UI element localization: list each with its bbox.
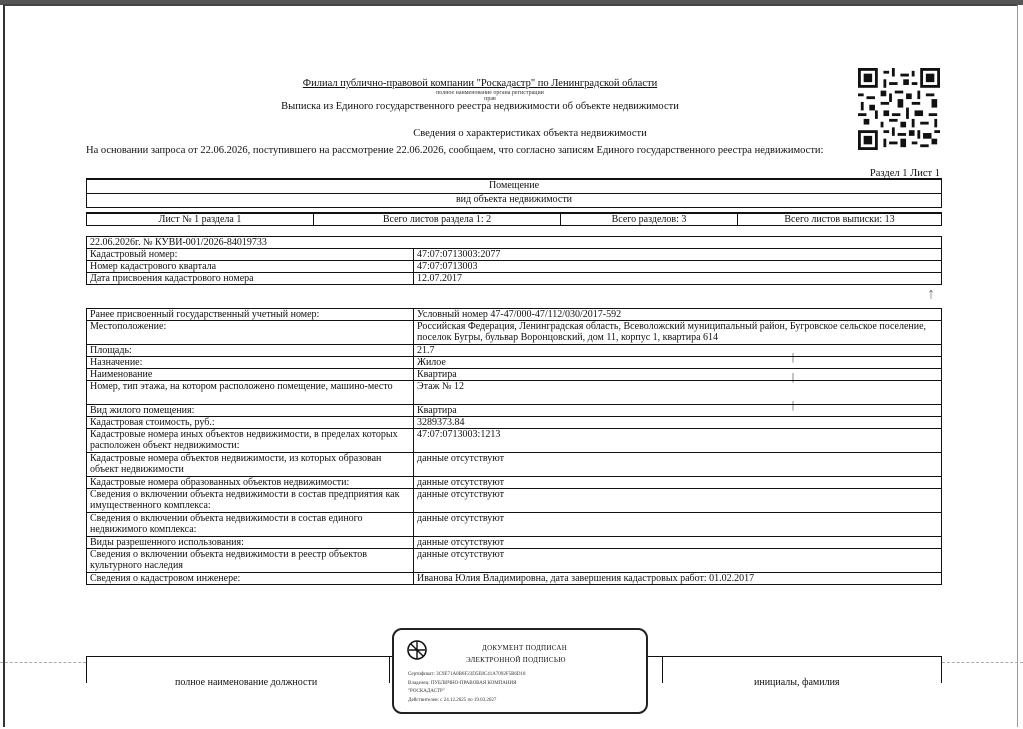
intro-text: На основании запроса от 22.06.2026, поступившего на рассмотрение 22.06.2026, сообщаем, что согласно записям Единого государственного реестра недвижимости:	[86, 145, 824, 156]
object-type-caption: вид объекта недвижимости	[87, 194, 942, 208]
purpose-value: Жилое	[414, 357, 942, 369]
field-label: Сведения о кадастровом инженере:	[87, 573, 414, 585]
name-caption: инициалы, фамилия	[754, 677, 840, 688]
dwelling-type-value: Квартира	[414, 405, 942, 417]
field-label: Кадастровые номера объектов недвижимости, из которых образован объект недвижимости	[87, 453, 414, 477]
field-label: Сведения о включении объекта недвижимости в реестр объектов культурного наследия	[87, 549, 414, 573]
identifiers-table	[86, 236, 942, 285]
location-value: Российская Федерация, Ленинградская область, Всеволожский муниципальный район, Бугровское сельское поселение, поселок Бугры, бульвар Воронцовский, дом 11, корпус 1, квартира 614	[414, 321, 942, 345]
cadastral-cost-value: 3289373.84	[414, 417, 942, 429]
field-label: Площадь:	[87, 345, 414, 357]
field-label: Номер кадастрового квартала	[87, 261, 414, 273]
field-label: Кадастровые номера образованных объектов недвижимости:	[87, 477, 414, 489]
field-value: данные отсутствуют	[414, 489, 942, 513]
total-sheets-extract: Всего листов выписки: 13	[738, 213, 942, 226]
cadastral-quarter: 47:07:0713003	[414, 261, 942, 273]
total-sections: Всего разделов: 3	[561, 213, 738, 226]
field-value: Условный номер 47-47/000-47/112/030/2017-592	[414, 309, 942, 321]
stamp-owner: Владелец: ПУБЛИЧНО-ПРАВОВАЯ КОМПАНИЯ	[408, 681, 517, 686]
section-reference: Раздел 1 Лист 1	[869, 168, 940, 179]
scan-mark: ᛏ	[928, 290, 934, 301]
request-reference: 22.06.2026г. № КУВИ-001/2026-84019733	[87, 237, 942, 249]
org-caption: полное наименование органа регистрации прав	[436, 90, 544, 102]
field-label: Кадастровый номер:	[87, 249, 414, 261]
field-label: Вид жилого помещения:	[87, 405, 414, 417]
org-name: Филиал публично-правовой компании "Роскадастр" по Ленинградской области	[302, 78, 658, 89]
section-title: Сведения о характеристиках объекта недвижимости	[413, 128, 647, 139]
name-value: Квартира	[414, 369, 942, 381]
field-label: Наименование	[87, 369, 414, 381]
scan-mark: |	[792, 352, 795, 363]
total-sheets-section: Всего листов раздела 1: 2	[314, 213, 561, 226]
scan-mark: |	[792, 372, 795, 383]
cadastral-engineer-value: Иванова Юлия Владимировна, дата завершения кадастровых работ: 01.02.2017	[414, 573, 942, 585]
assignment-date: 12.07.2017	[414, 273, 942, 285]
field-value: данные отсутствуют	[414, 453, 942, 477]
area-value: 21.7	[414, 345, 942, 357]
field-label: Сведения о включении объекта недвижимости в состав единого недвижимого комплекса:	[87, 513, 414, 537]
stamp-certificate: Сертификат: 3C9E71A0B6F23D5E8C41A7092F5B6D18	[408, 672, 526, 677]
field-value: данные отсутствуют	[414, 549, 942, 573]
floor-value: Этаж № 12	[414, 381, 942, 405]
qr-code-icon	[858, 68, 940, 150]
object-type: Помещение	[87, 179, 942, 194]
stamp-owner-2: "РОСКАДАСТР"	[408, 689, 445, 694]
cadastral-number: 47:07:0713003:2077	[414, 249, 942, 261]
field-label: Дата присвоения кадастрового номера	[87, 273, 414, 285]
field-label: Номер, тип этажа, на котором расположено помещение, машино-место	[87, 381, 414, 405]
field-label: Назначение:	[87, 357, 414, 369]
emblem-icon	[406, 638, 428, 662]
field-value: данные отсутствуют	[414, 477, 942, 489]
field-label: Виды разрешенного использования:	[87, 537, 414, 549]
scan-dash-left	[0, 662, 86, 663]
characteristics-table	[86, 308, 942, 585]
sheet-number: Лист № 1 раздела 1	[87, 213, 314, 226]
field-value: данные отсутствуют	[414, 537, 942, 549]
object-type-table	[86, 178, 942, 208]
field-label: Сведения о включении объекта недвижимости в состав предприятия как имущественного комплекса:	[87, 489, 414, 513]
electronic-signature-stamp	[392, 628, 648, 714]
document-title: Выписка из Единого государственного реестра недвижимости об объекте недвижимости	[281, 101, 679, 112]
stamp-validity: Действителен: с 24.12.2025 по 19.03.2027	[408, 698, 497, 703]
sheet-info-table	[86, 212, 942, 226]
position-caption: полное наименование должности	[175, 677, 318, 688]
scan-mark: |	[792, 400, 795, 411]
field-label: Ранее присвоенный государственный учетный номер:	[87, 309, 414, 321]
scan-dash-right	[942, 662, 1023, 663]
field-label: Кадастровые номера иных объектов недвижимости, в пределах которых расположен объект недвижимости:	[87, 429, 414, 453]
stamp-title: ДОКУМЕНТ ПОДПИСАН	[482, 644, 568, 652]
field-label: Кадастровая стоимость, руб.:	[87, 417, 414, 429]
field-label: Местоположение:	[87, 321, 414, 345]
field-value: 47:07:0713003:1213	[414, 429, 942, 453]
stamp-title-2: ЭЛЕКТРОННОЙ ПОДПИСЬЮ	[466, 656, 566, 664]
field-value: данные отсутствуют	[414, 513, 942, 537]
